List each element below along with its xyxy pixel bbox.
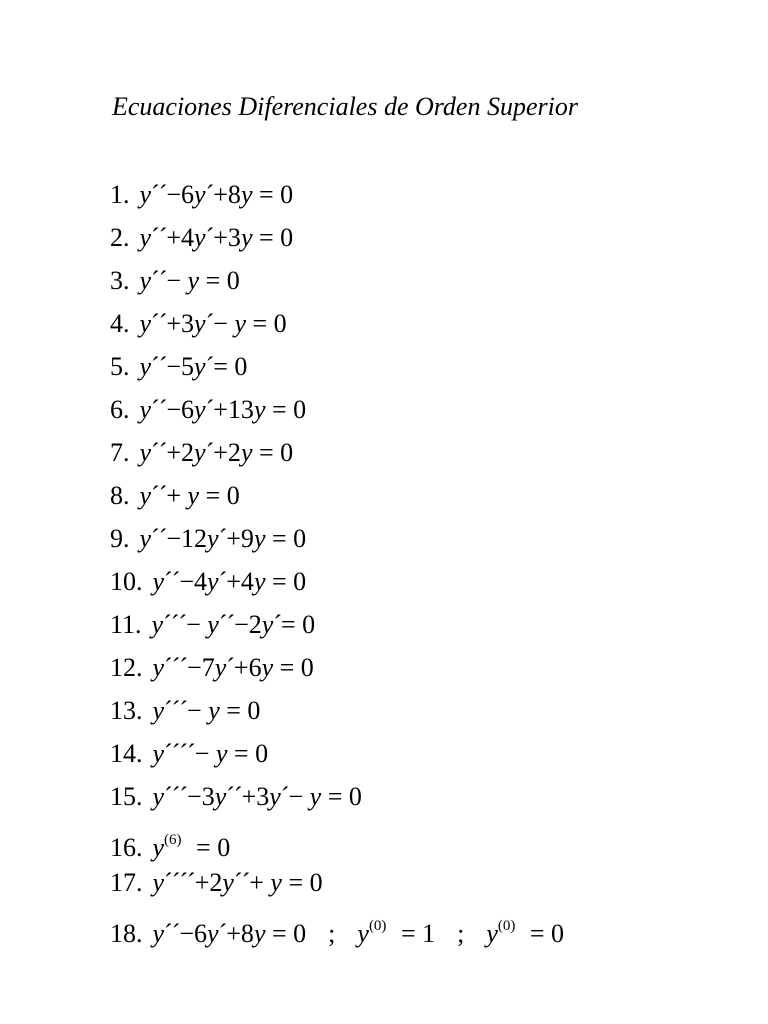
exercise-item <box>110 607 564 650</box>
exercise-item <box>110 435 564 478</box>
initial-condition: $y^{(0)} = 1$ <box>357 918 436 948</box>
exercise-equation: y´´−6y´+13y = 0 <box>139 395 307 424</box>
exercise-number: 13. <box>110 696 143 725</box>
exercise-equation: y´´´−7y´+6y = 0 <box>152 653 314 682</box>
exercise-equation: y´´+4y´+3y = 0 <box>139 223 294 252</box>
exercise-item <box>110 306 564 349</box>
exercise-equation: y´´+3y´− y = 0 <box>139 309 287 338</box>
exercise-item <box>110 822 564 865</box>
exercise-equation: y´´−12y´+9y = 0 <box>139 524 307 553</box>
exercise-number: 12. <box>110 653 143 682</box>
exercise-number: 17. <box>110 868 143 897</box>
exercise-number: 9. <box>110 524 130 553</box>
exercise-number: 18. <box>110 919 143 948</box>
exercise-number: 15. <box>110 782 143 811</box>
exercise-number: 6. <box>110 395 130 424</box>
exercise-equation: y´´−6y´+8y = 0 <box>152 919 307 948</box>
exercise-equation: y´´− y = 0 <box>139 266 240 295</box>
exercise-number: 8. <box>110 481 130 510</box>
exercise-equation: y´´−5y´= 0 <box>139 352 248 381</box>
exercise-item <box>110 263 564 306</box>
exercise-equation: y´´+ y = 0 <box>139 481 240 510</box>
exercise-equation: y´´´−3y´´+3y´− y = 0 <box>152 782 362 811</box>
exercise-number: 10. <box>110 567 143 596</box>
exercise-number: 14. <box>110 739 143 768</box>
exercise-number: 16. <box>110 833 143 862</box>
exercise-number: 5. <box>110 352 130 381</box>
initial-condition: $y^{(0)} = 0$ <box>486 918 565 948</box>
exercise-item <box>110 779 564 822</box>
exercise-item <box>110 349 564 392</box>
exercise-item <box>110 564 564 607</box>
exercise-item <box>110 220 564 263</box>
exercise-equation: y´´´´− y = 0 <box>152 739 269 768</box>
exercise-list <box>110 177 564 951</box>
condition-separator: ; <box>457 919 465 948</box>
exercise-item <box>110 693 564 736</box>
exercise-equation: y´´+2y´+2y = 0 <box>139 438 294 467</box>
exercise-item <box>110 177 564 220</box>
exercise-equation: y´´´´+2y´´+ y = 0 <box>152 868 323 897</box>
exercise-item <box>110 392 564 435</box>
exercise-equation: y´´−4y´+4y = 0 <box>152 567 307 596</box>
exercise-number: 1. <box>110 180 130 209</box>
exercise-equation: y´´´− y = 0 <box>152 696 261 725</box>
exercise-number: 2. <box>110 223 130 252</box>
exercise-item <box>110 865 564 908</box>
exercise-number: 3. <box>110 266 130 295</box>
exercise-number: 4. <box>110 309 130 338</box>
exercise-item <box>110 908 564 951</box>
exercise-number: 7. <box>110 438 130 467</box>
exercise-equation: y´´−6y´+8y = 0 <box>139 180 294 209</box>
exercise-item <box>110 521 564 564</box>
exercise-item <box>110 478 564 521</box>
exercise-equation: $y^{(6)} = 0$ <box>152 832 231 862</box>
condition-separator: ; <box>328 919 336 948</box>
exercise-number: 11. <box>110 610 142 639</box>
page-title: Ecuaciones Diferenciales de Orden Superior <box>112 92 578 121</box>
exercise-equation: y´´´− y´´−2y´= 0 <box>151 610 316 639</box>
exercise-item <box>110 736 564 779</box>
exercise-item <box>110 650 564 693</box>
